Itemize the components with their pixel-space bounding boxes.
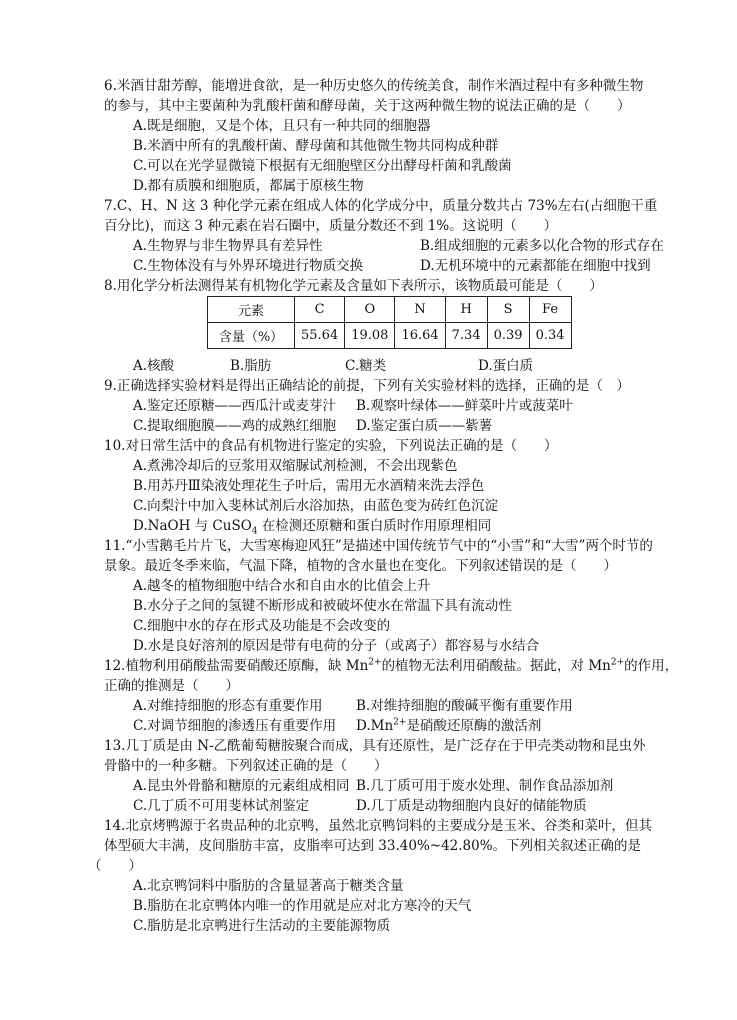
q9-option-c: C.提取细胞膜——鸡的成熟红细胞 [133,418,337,434]
q9-option-a: A.鉴定还原糖——西瓜汁或麦芽汁 [133,398,337,414]
q13-option-d: D.几丁质是动物细胞内良好的储能物质 [356,798,587,814]
q10-option-d [133,516,491,536]
q11-option-d: D.水是良好溶剂的原因是带有电荷的分子（或离子）都容易与水结合 [133,638,540,654]
q10-option-d-subscript: 4 [251,526,258,537]
q13-option-b: B.几丁质可用于废水处理、制作食品添加剂 [356,778,614,794]
table-value-fe: 0.34 [529,323,571,349]
q10-option-d-pre: D.NaOH 与 CuSO [133,518,252,534]
q10-option-a: A.煮沸冷却后的豆浆用双缩脲试剂检测，不会出现紫色 [133,458,458,474]
q10-stem-line1: 10.对日常生活中的食品有机物进行鉴定的实验，下列说法正确的是（ ） [104,438,558,454]
q12-stem-line1 [104,656,678,676]
q13-stem-line1: 13.几丁质是由 N-乙酰葡萄糖胺聚合而成，具有还原性，是广泛存在于甲壳类动物和昆虫外 [104,738,646,754]
table-value-h: 7.34 [445,323,487,349]
q8-option-c: C.糖类 [345,358,387,374]
q13-stem-line2: 骨骼中的一种多糖。下列叙述正确的是（ ） [104,758,388,774]
q7-option-c: C.生物体没有与外界环境进行物质交换 [133,258,364,274]
q14-stem-line1: 14.北京烤鸭源于名贵品种的北京鸭，虽然北京鸭饲料的主要成分是玉米、谷类和菜叶，但其 [104,818,652,834]
table-element-o: O [345,297,395,323]
q12-option-d [356,716,541,736]
q9-option-d: D.鉴定蛋白质——紫薯 [356,418,493,434]
q9-option-b: B.观察叶绿体——鲜菜叶片或菠菜叶 [356,398,573,414]
q7-stem-line1: 7.C、H、N 这 3 种化学元素在组成人体的化学成分中，质量分数共占 73%左右(占细胞干重 [104,198,658,214]
q7-stem-line2: 百分比)，而这 3 种元素在岩石圈中，质量分数还不到 1%。这说明（ ） [104,218,558,234]
q13-option-a: A.昆虫外骨骼和糖原的元素组成相同 [133,778,350,794]
table-header-label: 元素 [208,297,295,323]
q11-option-b: B.水分子之间的氢键不断形成和被破坏使水在常温下具有流动性 [133,598,512,614]
q12-stem-mid: 的植物无法利用硝酸盐。据此，对 Mn [381,658,611,674]
q13-option-c: C.几丁质不可用斐林试剂鉴定 [133,798,310,814]
q6-option-d: D.都有质膜和细胞质，都属于原核生物 [133,178,364,194]
table-value-s: 0.39 [487,323,529,349]
table-element-h: H [445,297,487,323]
table-row-label: 含量（%） [208,323,295,349]
q12-option-c: C.对调节细胞的渗透压有重要作用 [133,718,337,734]
q12-option-d-pre: D.Mn [356,718,394,734]
q14-stem-line2: 体型硕大丰满，皮间脂肪丰富，皮脂率可达到 33.40%~42.80%。下列相关叙述正确的是 [104,838,642,854]
table-element-c: C [295,297,345,323]
q12-option-a: A.对维持细胞的形态有重要作用 [133,698,323,714]
q8-option-d: D.蛋白质 [478,358,534,374]
table-header-row [208,297,572,323]
q11-option-a: A.越冬的植物细胞中结合水和自由水的比值会上升 [133,578,431,594]
q7-option-d: D.无机环境中的元素都能在细胞中找到 [420,258,651,274]
q10-option-b: B.用苏丹Ⅲ染液处理花生子叶后，需用无水酒精来洗去浮色 [133,478,485,494]
table-element-fe: Fe [529,297,571,323]
q11-stem-line1: 11.“小雪鹅毛片片飞，大雪寒梅迎风狂”是描述中国传统节气中的“小雪”和“大雪”两个时节的 [104,538,653,554]
q6-option-a: A.既是细胞，又是个体，且只有一种共同的细胞器 [133,118,431,134]
q14-option-b: B.脂肪在北京鸭体内唯一的作用就是应对北方寒冷的天气 [133,898,472,914]
q6-option-b: B.米酒中所有的乳酸杆菌、酵母菌和其他微生物共同构成种群 [133,138,499,154]
q14-option-c: C.脂肪是北京鸭进行生活动的主要能源物质 [133,918,391,934]
q8-stem-line1: 8.用化学分析法测得某有机物化学元素及含量如下表所示，该物质最可能是（ ） [104,278,603,294]
q12-stem-post: 的作用， [624,658,679,674]
q12-superscript-2: 2+ [610,657,625,668]
q7-option-b: B.组成细胞的元素多以化合物的形式存在 [420,238,664,254]
q12-option-b: B.对维持细胞的酸碱平衡有重要作用 [356,698,573,714]
table-value-c: 55.64 [295,323,345,349]
q6-option-c: C.可以在光学显微镜下根据有无细胞壁区分出酵母杆菌和乳酸菌 [133,158,512,174]
q14-option-a: A.北京鸭饲料中脂肪的含量显著高于糖类含量 [133,878,404,894]
q11-option-c: C.细胞中水的存在形式及功能是不会改变的 [133,618,391,634]
q10-option-c: C.向梨汁中加入斐林试剂后水浴加热，由蓝色变为砖红色沉淀 [133,498,499,514]
q10-option-d-post: 在检测还原糖和蛋白质时作用原理相同 [257,518,492,534]
element-content-table [207,296,572,349]
q12-stem-pre: 12.植物利用硝酸盐需要硝酸还原酶，缺 Mn [104,658,369,674]
q14-stem-line3: （ ） [88,858,142,874]
q7-option-a: A.生物界与非生物界具有差异性 [133,238,323,254]
table-value-n: 16.64 [395,323,445,349]
q6-stem-line1: 6.米酒甘甜芳醇，能增进食欲，是一种历史悠久的传统美食，制作米酒过程中有多种微生物 [104,78,644,94]
q12-stem-line2: 正确的推测是（ ） [104,678,239,694]
q9-stem-line1: 9.正确选择实验材料是得出正确结论的前提，下列有关实验材料的选择，正确的是（ ） [104,378,630,394]
q8-option-a: A.核酸 [133,358,175,374]
q11-stem-line2: 景象。最近冬季来临，气温下降，植物的含水量也在变化。下列叙述错误的是（ ） [104,558,617,574]
q12-superscript-1: 2+ [368,657,382,668]
table-element-n: N [395,297,445,323]
table-value-o: 19.08 [345,323,395,349]
q8-option-b: B.脂肪 [230,358,272,374]
q6-stem-line2: 的参与，其中主要菌种为乳酸杆菌和酵母菌，关于这两种微生物的说法正确的是（ ） [104,98,631,114]
table-value-row [208,323,572,349]
table-element-s: S [487,297,529,323]
q12-option-d-superscript: 2+ [393,717,407,728]
q12-option-d-post: 是硝酸还原酶的激活剂 [406,718,542,734]
